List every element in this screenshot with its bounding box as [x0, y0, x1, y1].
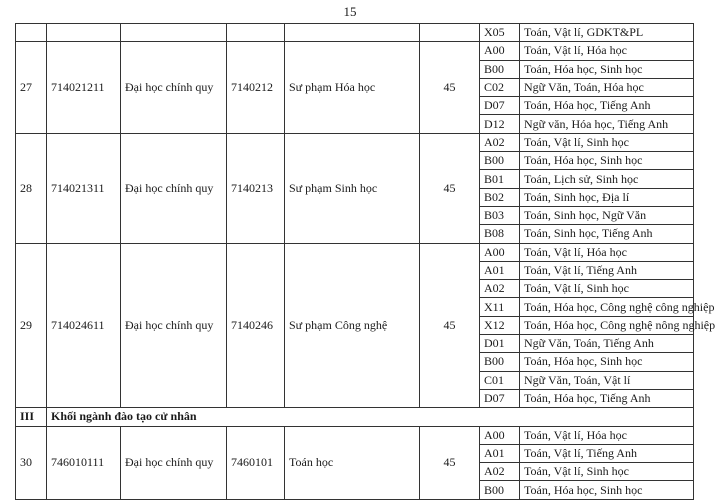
major-name-cell: Sư phạm Sinh học	[285, 133, 420, 243]
combo-code-cell: A00	[480, 42, 520, 60]
combo-subjects-cell: Toán, Hóa học, Tiếng Anh	[520, 97, 694, 115]
combo-code-cell: C02	[480, 78, 520, 96]
level-cell: Đại học chính quy	[121, 133, 227, 243]
combo-code-cell: A01	[480, 261, 520, 279]
quota-cell: 45	[420, 426, 480, 499]
table-row	[16, 24, 694, 42]
stt-cell	[16, 24, 47, 42]
major-code-cell: 7460101	[227, 426, 285, 499]
combo-subjects-cell: Toán, Hóa học, Sinh học	[520, 353, 694, 371]
major-code-cell	[227, 24, 285, 42]
combo-subjects-cell: Toán, Hóa học, Sinh học	[520, 60, 694, 78]
code-cell	[47, 24, 121, 42]
combo-code-cell: X11	[480, 298, 520, 316]
combo-code-cell: B00	[480, 353, 520, 371]
table-body	[16, 24, 715, 500]
combo-subjects-cell: Toán, Hóa học, Công nghệ nông nghiệp	[520, 316, 694, 334]
combo-code-cell: A01	[480, 444, 520, 462]
section-number: III	[16, 408, 47, 426]
combo-subjects-cell: Ngữ văn, Hóa học, Tiếng Anh	[520, 115, 694, 133]
major-code-cell: 7140246	[227, 243, 285, 408]
code-cell: 714021211	[47, 42, 121, 133]
combo-code-cell: D01	[480, 335, 520, 353]
major-code-cell: 7140212	[227, 42, 285, 133]
combo-subjects-cell: Toán, Vật lí, Hóa học	[520, 42, 694, 60]
combo-code-cell: B01	[480, 170, 520, 188]
level-cell	[121, 24, 227, 42]
combo-subjects-cell: Toán, Sinh học, Ngữ Văn	[520, 206, 694, 224]
section-title: Khối ngành đào tạo cử nhân	[47, 408, 694, 426]
combo-subjects-cell: Toán, Vật lí, Sinh học	[520, 463, 694, 481]
combo-subjects-cell: Toán, Vật lí, Sinh học	[520, 280, 694, 298]
combo-code-cell: B00	[480, 60, 520, 78]
combo-code-cell: B00	[480, 481, 520, 499]
combo-subjects-cell: Ngữ Văn, Toán, Tiếng Anh	[520, 335, 694, 353]
quota-cell: 45	[420, 42, 480, 133]
combo-subjects-cell: Toán, Vật lí, Hóa học	[520, 243, 694, 261]
combo-subjects-cell: Toán, Vật lí, Tiếng Anh	[520, 444, 694, 462]
combo-subjects-cell: Toán, Sinh học, Địa lí	[520, 188, 694, 206]
code-cell: 746010111	[47, 426, 121, 499]
combo-code-cell: C01	[480, 371, 520, 389]
combo-code-cell: A00	[480, 243, 520, 261]
table-row	[16, 133, 694, 151]
combo-code-cell: X05	[480, 24, 520, 42]
combo-subjects-cell: Toán, Hóa học, Tiếng Anh	[520, 389, 694, 407]
combo-subjects-cell: Ngữ Văn, Toán, Hóa học	[520, 78, 694, 96]
page-number: 15	[343, 4, 357, 19]
quota-cell: 45	[420, 133, 480, 243]
stt-cell: 29	[16, 243, 47, 408]
combo-code-cell: D07	[480, 97, 520, 115]
combo-code-cell: D12	[480, 115, 520, 133]
quota-cell: 45	[420, 243, 480, 408]
combo-subjects-cell: Ngữ Văn, Toán, Vật lí	[520, 371, 694, 389]
major-code-cell: 7140213	[227, 133, 285, 243]
combo-subjects-cell: Toán, Lịch sử, Sinh học	[520, 170, 694, 188]
section-row	[16, 408, 694, 426]
combo-code-cell: D07	[480, 389, 520, 407]
table-row	[16, 243, 694, 261]
admission-table	[15, 23, 715, 500]
combo-code-cell: A02	[480, 133, 520, 151]
combo-code-cell: B02	[480, 188, 520, 206]
combo-subjects-cell: Toán, Vật lí, Sinh học	[520, 133, 694, 151]
combo-subjects-cell: Toán, Hóa học, Công nghệ công nghiệp	[520, 298, 694, 316]
table-row	[16, 42, 694, 60]
combo-subjects-cell: Toán, Vật lí, Tiếng Anh	[520, 261, 694, 279]
combo-code-cell: A02	[480, 463, 520, 481]
combo-code-cell: B03	[480, 206, 520, 224]
major-name-cell: Sư phạm Hóa học	[285, 42, 420, 133]
combo-code-cell: B08	[480, 225, 520, 243]
combo-subjects-cell: Toán, Hóa học, Sinh học	[520, 152, 694, 170]
code-cell: 714021311	[47, 133, 121, 243]
combo-code-cell: A00	[480, 426, 520, 444]
stt-cell: 28	[16, 133, 47, 243]
quota-cell	[420, 24, 480, 42]
table-row	[16, 426, 694, 444]
combo-subjects-cell: Toán, Sinh học, Tiếng Anh	[520, 225, 694, 243]
major-name-cell: Sư phạm Công nghệ	[285, 243, 420, 408]
major-name-cell: Toán học	[285, 426, 420, 499]
combo-subjects-cell: Toán, Vật lí, Hóa học	[520, 426, 694, 444]
combo-code-cell: A02	[480, 280, 520, 298]
combo-subjects-cell: Toán, Vật lí, GDKT&PL	[520, 24, 694, 42]
stt-cell: 30	[16, 426, 47, 499]
major-name-cell	[285, 24, 420, 42]
combo-code-cell: X12	[480, 316, 520, 334]
combo-subjects-cell: Toán, Hóa học, Sinh học	[520, 481, 694, 499]
level-cell: Đại học chính quy	[121, 42, 227, 133]
level-cell: Đại học chính quy	[121, 243, 227, 408]
level-cell: Đại học chính quy	[121, 426, 227, 499]
combo-code-cell: B00	[480, 152, 520, 170]
stt-cell: 27	[16, 42, 47, 133]
code-cell: 714024611	[47, 243, 121, 408]
